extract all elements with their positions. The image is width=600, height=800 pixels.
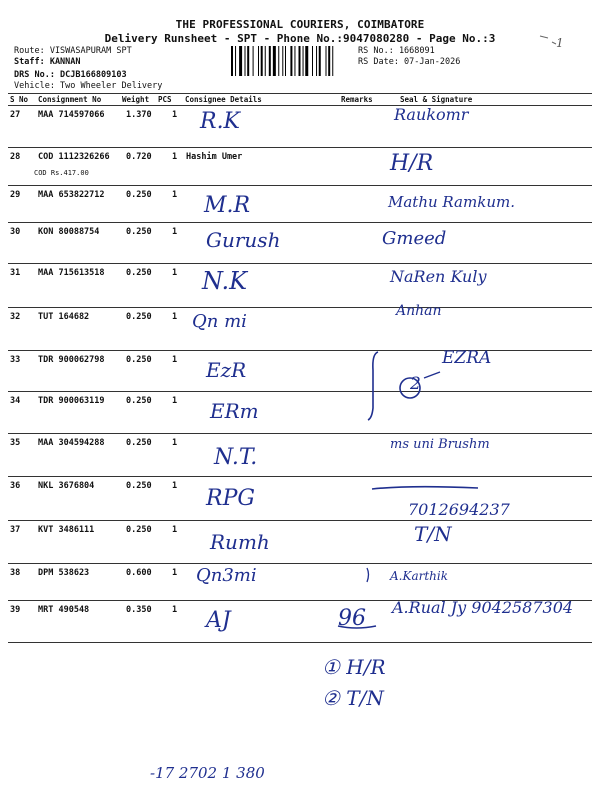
row-pcs: 1 — [172, 396, 178, 406]
row-signature-handwriting: A.Karthik — [390, 569, 448, 583]
row-divider — [8, 391, 592, 392]
row-weight: 0.600 — [126, 568, 152, 578]
vehicle-label: Vehicle: Two Wheeler Delivery — [14, 81, 163, 91]
row-weight: 0.250 — [126, 438, 152, 448]
row-divider — [8, 520, 592, 521]
remark-96: 96 — [338, 606, 366, 631]
row-consignment-number: KVT 3486111 — [38, 525, 95, 535]
column-header-pcs: PCS — [158, 95, 172, 104]
row-signature-handwriting: Raukomr — [394, 105, 469, 124]
row-weight: 0.350 — [126, 605, 152, 615]
row-signature-handwriting: Mathu Ramkum. — [388, 193, 515, 211]
row-consignee-handwriting: ERm — [210, 399, 259, 423]
row-divider — [8, 642, 592, 643]
row-pcs: 1 — [172, 190, 178, 200]
row-consignment-number: MRT 490548 — [38, 605, 90, 615]
circled-two-annotation: 2 — [410, 374, 421, 394]
row-divider — [8, 350, 592, 351]
row-consignee-handwriting: N.K — [202, 267, 248, 295]
row-pcs: 1 — [172, 605, 178, 615]
row-signature-handwriting: EZRA — [442, 348, 492, 368]
row-divider — [8, 263, 592, 264]
row-consignee-handwriting: M.R — [204, 193, 251, 218]
row-signature-handwriting: A.Rual Jy 9042587304 — [392, 598, 574, 617]
row-serial-number: 30 — [10, 227, 21, 237]
row-weight: 0.250 — [126, 190, 152, 200]
row-consignment-number: TDR 900063119 — [38, 396, 105, 406]
row-serial-number: 29 — [10, 190, 21, 200]
row-serial-number: 38 — [10, 568, 21, 578]
row-pcs: 1 — [172, 110, 178, 120]
row-consignee-handwriting: N.T. — [214, 445, 258, 470]
row-consignee-handwriting: Gurush — [206, 228, 281, 252]
row-serial-number: 37 — [10, 525, 21, 535]
row-serial-number: 32 — [10, 312, 21, 322]
row-divider — [8, 433, 592, 434]
row-divider — [8, 307, 592, 308]
footer-note-2: ② T/N — [322, 686, 384, 710]
row-signature-handwriting: Anhan — [396, 303, 442, 319]
row-consignment-number: MAA 304594288 — [38, 438, 105, 448]
staff-label: Staff: KANNAN — [14, 57, 81, 67]
row-consignment-number: MAA 715613518 — [38, 268, 105, 278]
row-pcs: 1 — [172, 481, 178, 491]
row-weight: 1.370 — [126, 110, 152, 120]
row-serial-number: 31 — [10, 268, 21, 278]
row-signature-handwriting: NaRen Kuly — [390, 267, 487, 286]
row-signature-handwriting: Gmeed — [382, 228, 447, 249]
row-consignment-number: MAA 653822712 — [38, 190, 105, 200]
row-pcs: 1 — [172, 312, 178, 322]
bottom-scribble: -17 2702 1 380 — [150, 764, 265, 782]
row-consignee-handwriting: Qn3mi — [196, 565, 257, 586]
row-pcs: 1 — [172, 525, 178, 535]
drs-number: DRS No.: DCJB166809103 — [14, 70, 127, 80]
row-serial-number: 28 — [10, 152, 21, 162]
row-divider — [8, 147, 592, 148]
row-pcs: 1 — [172, 438, 178, 448]
row-consignment-number: TUT 164682 — [38, 312, 90, 322]
row-pcs: 1 — [172, 268, 178, 278]
row-consignment-number: DPM 538623 — [38, 568, 90, 578]
row-pcs: 1 — [172, 568, 178, 578]
row-consignment-number: COD 1112326266 — [38, 152, 110, 162]
row-pcs: 1 — [172, 227, 178, 237]
row-weight: 0.250 — [126, 481, 152, 491]
row-weight: 0.250 — [126, 525, 152, 535]
rs-number: RS No.: 1668091 — [358, 46, 435, 56]
row-consignee-handwriting: RPG — [206, 486, 255, 511]
header-bottom-rule — [8, 105, 592, 106]
row-divider — [8, 222, 592, 223]
row-consignment-number: NKL 3676804 — [38, 481, 95, 491]
row-pcs: 1 — [172, 152, 178, 162]
row-consignee-handwriting: Rumh — [210, 530, 270, 554]
row-consignment-number: TDR 900062798 — [38, 355, 105, 365]
header-top-rule — [8, 93, 592, 94]
corner-mark: 1 — [556, 36, 564, 50]
row-serial-number: 34 — [10, 396, 21, 406]
row-signature-handwriting: 7012694237 — [408, 500, 510, 519]
row-weight: 0.250 — [126, 227, 152, 237]
row-signature-handwriting: H/R — [390, 151, 434, 176]
row-weight: 0.250 — [126, 268, 152, 278]
row-serial-number: 35 — [10, 438, 21, 448]
row-consignment-number: KON 80088754 — [38, 227, 100, 237]
row-cod-amount: COD Rs.417.00 — [34, 169, 89, 177]
row-weight: 0.250 — [126, 312, 152, 322]
row-divider — [8, 185, 592, 186]
row-weight: 0.250 — [126, 355, 152, 365]
page-subtitle: Delivery Runsheet - SPT - Phone No.:9047080280 - Page No.:3 — [104, 32, 496, 45]
row-consignee-handwriting: EzR — [206, 358, 247, 382]
row-consignee-name: Hashim Umer — [186, 152, 243, 162]
column-header-consignment: Consignment No — [38, 95, 102, 104]
row-divider — [8, 563, 592, 564]
column-header-seal-signature: Seal & Signature — [400, 95, 473, 104]
row-pcs: 1 — [172, 355, 178, 365]
row-consignee-handwriting: Qn mi — [192, 311, 247, 332]
row-divider — [8, 476, 592, 477]
rs-date: RS Date: 07-Jan-2026 — [358, 57, 461, 67]
row-consignment-number: MAA 714597066 — [38, 110, 105, 120]
column-header-consignee: Consignee Details — [185, 95, 262, 104]
row-serial-number: 36 — [10, 481, 21, 491]
row-signature-handwriting: ms uni Brushm — [390, 437, 490, 452]
column-header-remarks: Remarks — [341, 95, 373, 104]
row-consignee-handwriting: R.K — [200, 109, 240, 134]
row-signature-handwriting: T/N — [414, 522, 452, 546]
row-serial-number: 39 — [10, 605, 21, 615]
page-title: THE PROFESSIONAL COURIERS, COIMBATORE — [175, 18, 425, 31]
column-header-sno: S No — [10, 95, 29, 104]
row-serial-number: 27 — [10, 110, 21, 120]
barcode-image — [231, 46, 355, 76]
row-weight: 0.250 — [126, 396, 152, 406]
row-serial-number: 33 — [10, 355, 21, 365]
row-weight: 0.720 — [126, 152, 152, 162]
row-consignee-handwriting: AJ — [206, 608, 231, 633]
route-label: Route: VISWASAPURAM SPT — [14, 46, 132, 56]
column-header-weight: Weight — [122, 95, 150, 104]
footer-note-1: ① H/R — [322, 655, 386, 679]
